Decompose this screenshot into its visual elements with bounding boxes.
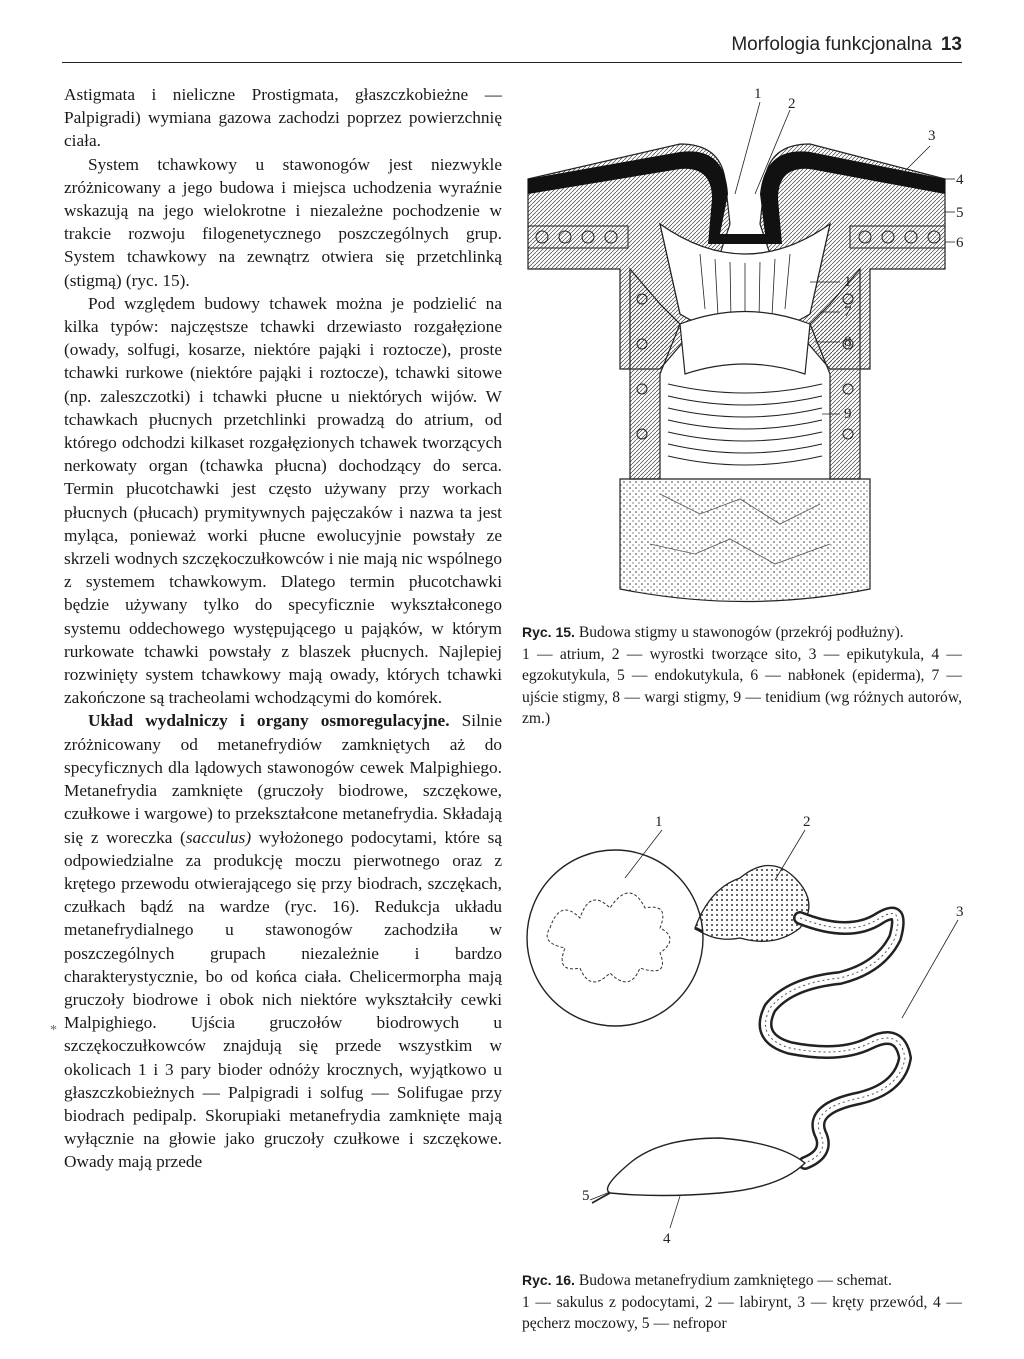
body-text (64, 83, 502, 1174)
fig16-callout-1: 1 (655, 814, 663, 830)
fig15-callout-8: 8 (844, 334, 852, 350)
taenidium-rings (668, 384, 822, 465)
latin-term: sacculus) (185, 827, 252, 847)
tissue-block (620, 479, 870, 602)
fig15-callout-3: 3 (928, 128, 936, 144)
figure-16-metanephridium-diagram (520, 808, 970, 1260)
fig16-callout-3: 3 (956, 904, 964, 920)
paragraph-2: System tchawkowy u stawonogów jest niezwykle zróżnicowany a jego budowa i miejsca uchodzenia wyraźnie wskazują na jego wielokrotne i niezależne pochodzenie w trakcie rozwoju filogenetycznego poszczególnych grup. System tchawkowy na zewnątrz otwiera się przetchlinką (stigmą) (ryc. 15). (64, 154, 502, 290)
bladder (608, 1138, 806, 1196)
paragraph-4-text-a: Silnie zróżnicowany od metanefrydiów zamkniętych aż do specyficznych dla lądowych stawonogów cewek Malpighiego. Metanefrydia zamknięte (gruczoły biodrowe, szczękowe, czułkowe i wargowe) to przekształcone metanefrydia. Składają się z woreczka ( (64, 711, 502, 847)
figure-15-caption (522, 622, 962, 730)
fig16-callout-2: 2 (803, 814, 811, 830)
paragraph-4 (64, 709, 502, 1173)
stigma-lips (680, 312, 810, 375)
figure-16-caption (522, 1270, 962, 1335)
fig15-callout-4: 4 (956, 172, 964, 188)
section-heading: Układ wydalniczy i organy osmoregulacyjne. (88, 711, 450, 731)
fig16-callout-5: 5 (582, 1188, 590, 1204)
figure-15-title: Budowa stigmy u stawonogów (przekrój podłużny). (574, 624, 904, 641)
figure-16-title: Budowa metanefrydium zamkniętego — schemat. (574, 1272, 892, 1289)
fig15-callout-1: 1 (754, 86, 762, 102)
running-head (62, 28, 962, 63)
fig15-callout-5: 5 (956, 205, 964, 221)
fig15-callout-2: 2 (788, 96, 796, 112)
figure-16-legend: 1 — sakulus z podocytami, 2 — labirynt, 3 — kręty przewód, 4 — pęcherz moczowy, 5 — nefropor (522, 1293, 962, 1332)
running-title: Morfologia funkcjonalna (731, 34, 932, 55)
paragraph-1: Astigmata i nieliczne Prostigmata, głaszczkobieżne — Palpigradi) wymiana gazowa zachodzi poprzez powierzchnię ciała. (64, 85, 502, 151)
fig15-callout-6: 6 (956, 235, 964, 251)
sacculus (527, 850, 703, 1026)
figure-16-label: Ryc. 16. (522, 1272, 575, 1288)
page-number: 13 (940, 34, 962, 55)
paragraph-3: Pod względem budowy tchawek można je podzielić na kilka typów: najczęstsze tchawki drzewiasto rozgałęzione (owady, solfugi, kosarze, niektóre pająki i roztocze), proste tchawki rurkowe (niektóre pająki i roztocze), tchawki sitowe (np. zaleszczotki) i tchawki płucne u niektórych wijów. W tchawkach płucnych przetchlinki prowadzą do atrium, od którego odchodzi kilkaset rozgałęzionych tchawek tworzących nerkowaty organ (tchawka płucna) dochodzący do serca. Termin płucotchawki jest często używany przy workach płucnych (płucach) prymitywnych pajęczaków i nazwa ta jest myląca, ponieważ worki płucne ewolucyjnie powstały ze skrzeli wodnych szczękoczułkowców i nie mają nic wspólnego z systemem tchawkowym. Dlatego termin płucotchawki będzie używany tylko do specyficznie wykształconego systemu oddechowego występującego u pająków, w którym rurkowate tchawki powstały z blaszek płucnych. Najlepiej rozwinięty system tchawkowy mają owady, których tchawki zakończone są tracheolami wchodzącymi do komórek. (64, 293, 502, 708)
fig15-callout-7: 7 (844, 304, 852, 320)
fig15-callout-1b: 1 (844, 274, 852, 290)
margin-mark: * (50, 1023, 57, 1038)
figure-15-stigma-diagram (520, 84, 970, 614)
figure-15-label: Ryc. 15. (522, 624, 575, 640)
paragraph-4-text-b: wyłożonego podocytami, które są odpowiedzialne za produkcję moczu pierwotnego oraz z krętego przewodu otwierającego się przy biodrach, szczękach, czułkach bądź na wardze (ryc. 16). Redukcja układu metanefrydialnego u stawonogów zachodziła w poszczególnych grupach niezależnie i bardzo charakterystycznie, bo od końca ciała. Chelicermorpha mają gruczoły biodrowe i obok nich niektóre wykształciły cewki Malpighiego. Ujścia gruczołów biodrowych u szczękoczułkowców znajdują się przede wszystkim w okolicach 1 i 3 pary bioder odnóży krocznych, wyjątkowo u głaszczkobieżnych — Palpigradi i solfug — Solifugae przy biodrach pedipalp. Skorupiaki metanefrydia zamknięte mają wyłącznie na głowie jako gruczoły czułkowe i szczękowe. Owady mają przede (64, 827, 503, 1172)
figure-15-legend: 1 — atrium, 2 — wyrostki tworzące sito, 3 — epikutykula, 4 — egzokutykula, 5 — endokutykula, 6 — nabłonek (epiderma), 7 — ujście stigmy, 8 — wargi stigmy, 9 — tenidium (wg różnych autorów, zm.) (522, 645, 962, 727)
fig16-callout-4: 4 (663, 1231, 671, 1247)
fig15-callout-9: 9 (844, 406, 852, 422)
labyrinth (695, 866, 809, 942)
